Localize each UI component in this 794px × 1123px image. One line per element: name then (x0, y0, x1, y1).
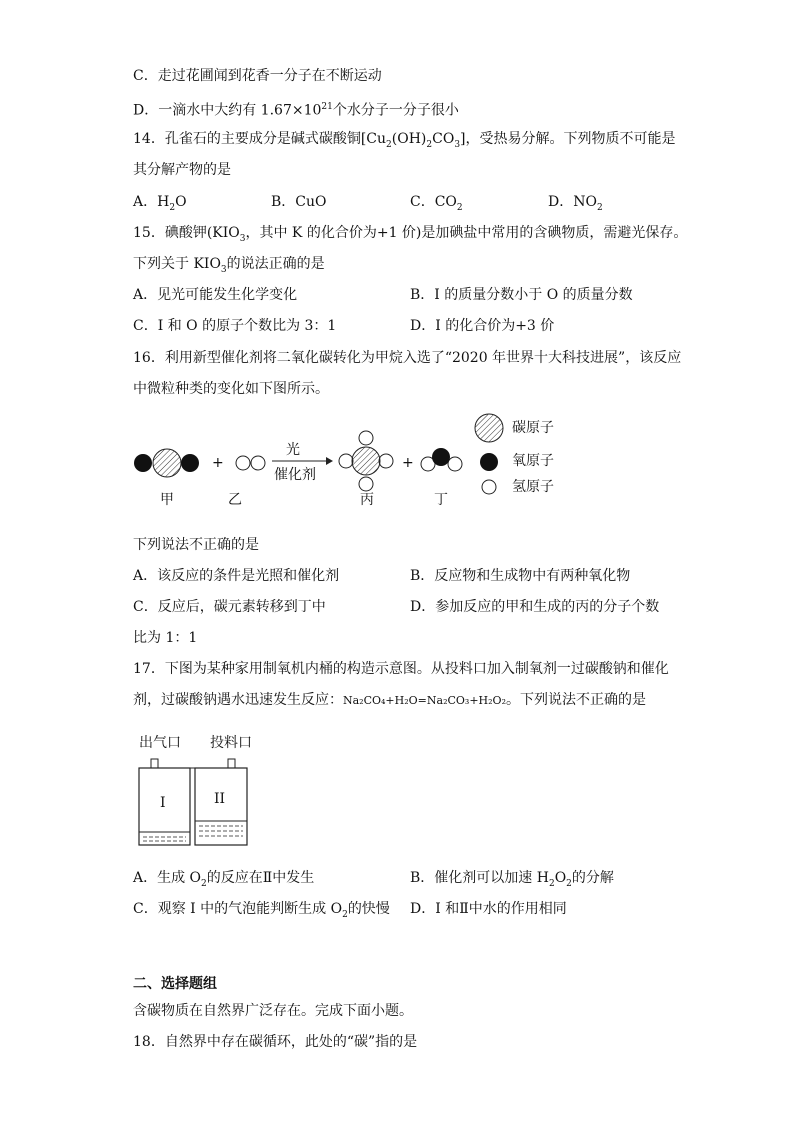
label-jia: 甲 (160, 492, 174, 508)
hydrogen-atom (359, 477, 373, 491)
q15-option-c: C．I 和 O 的原子个数比为 3：1 (133, 318, 337, 334)
q17-option-c: C．观察 I 中的气泡能判断生成 $O_2$的快慢 (133, 901, 390, 920)
section-intro: 含碳物质在自然界广泛存在。完成下面小题。 (133, 1003, 413, 1019)
label-bing: 丙 (360, 492, 374, 508)
q17-stem-line2: 剂，过碳酸钠遇水迅速发生反应：Na₂CO₄+H₂O=Na₂CO₃+H₂O₂。下列说法不正确的是 (133, 692, 646, 708)
plus-sign: + (402, 455, 414, 471)
q15-option-a: A．见光可能发生化学变化 (133, 287, 298, 303)
molecule-ding-h2o (421, 448, 462, 471)
hydrogen-atom (339, 454, 353, 468)
legend-oxygen-label: 氧原子 (512, 453, 554, 469)
q15-option-d: D．I 的化合价为+3 价 (410, 318, 555, 334)
arrow-condition-catalyst: 催化剂 (274, 467, 316, 483)
q13-option-d: D．一滴水中大约有 $1.67\times 10^{21}$个水分子一分子很小 (133, 102, 459, 119)
outlet-nozzle (151, 759, 158, 768)
label-chamber-1: I (160, 795, 166, 811)
q15-option-b: B．I 的质量分数小于 O 的质量分数 (410, 287, 633, 303)
reaction-arrow-head (326, 457, 333, 465)
q18-stem: 18．自然界中存在碳循环，此处的“碳”指的是 (133, 1034, 418, 1050)
legend-hydrogen-icon (482, 480, 496, 494)
section-heading: 二、选择题组 (133, 976, 217, 992)
plus-sign: + (212, 455, 224, 471)
q14-option-a: A．$H_2O$ (133, 194, 187, 213)
q17-option-a: A．生成 $O_2$的反应在Ⅱ中发生 (133, 870, 315, 889)
carbon-atom (153, 449, 181, 477)
arrow-condition-light: 光 (286, 442, 300, 458)
q15-stem-line2: 下列关于 $KIO_3$的说法正确的是 (133, 256, 325, 275)
molecule-yi-h2 (236, 456, 265, 470)
hydrogen-atom (379, 454, 393, 468)
q17-oxygen-generator-diagram (0, 750, 794, 870)
hydrogen-atom (251, 456, 265, 470)
q15-stem-line1: 15．碘酸钾($KIO_3$，其中 K 的化合价为+1 价)是加碘盐中常用的含碘物质，需避光保存。 (133, 225, 688, 244)
q16-question: 下列说法不正确的是 (133, 537, 259, 553)
q16-option-d-continued: 比为 1：1 (133, 630, 198, 646)
q17-equation: Na₂CO₄+H₂O=Na₂CO₃+H₂O₂ (343, 694, 506, 707)
label-chamber-2: II (214, 791, 226, 807)
q13-option-c: C．走过花圃闻到花香一分子在不断运动 (133, 68, 382, 84)
q17-option-d: D．I 和Ⅱ中水的作用相同 (410, 901, 567, 917)
legend-oxygen-icon (480, 453, 498, 471)
oxygen-atom (181, 454, 199, 472)
label-gas-outlet: 出气口 (139, 735, 181, 751)
q16-option-b: B．反应物和生成物中有两种氧化物 (410, 568, 631, 584)
q17-stem-line1: 17．下图为某种家用制氧机内桶的构造示意图。从投料口加入制氧剂一过碳酸钠和催化 (133, 661, 669, 677)
carbon-atom (352, 447, 380, 475)
label-feed-inlet: 投料口 (210, 735, 252, 751)
q16-option-c: C．反应后，碳元素转移到丁中 (133, 599, 326, 615)
oxygen-atom (134, 454, 152, 472)
q16-option-a: A．该反应的条件是光照和催化剂 (133, 568, 340, 584)
label-yi: 乙 (228, 492, 242, 508)
molecule-bing-ch4 (339, 431, 393, 491)
hydrogen-atom (359, 431, 373, 445)
q14-stem-line2: 其分解产物的是 (133, 162, 231, 178)
legend-hydrogen-label: 氢原子 (512, 479, 554, 495)
q14-stem-line1: 14．孔雀石的主要成分是碱式碳酸铜$[Cu_2(OH)_2CO_3]$，受热易分解。下列物质不可能是 (133, 131, 676, 150)
q14-option-b: B．CuO (271, 194, 327, 210)
hydrogen-atom (448, 457, 462, 471)
q16-reaction-diagram (0, 410, 794, 510)
q16-stem-line1: 16．利用新型催化剂将二氧化碳转化为甲烷入选了“2020 年世界十大科技进展”，该反应 (133, 350, 682, 366)
molecule-jia-co2 (134, 449, 199, 477)
inlet-nozzle (228, 759, 235, 768)
q17-option-b: B．催化剂可以加速 $H_2O_2$的分解 (410, 870, 614, 889)
legend-carbon-label: 碳原子 (512, 420, 554, 436)
q16-stem-line2: 中微粒种类的变化如下图所示。 (133, 381, 329, 397)
oxygen-atom (432, 448, 450, 466)
q14-option-c: C．$CO_2$ (410, 194, 463, 213)
q16-option-d: D．参加反应的甲和生成的丙的分子个数 (410, 599, 660, 615)
q14-option-d: D．$NO_2$ (548, 194, 603, 213)
legend-carbon-icon (475, 414, 503, 442)
hydrogen-atom (236, 456, 250, 470)
label-ding: 丁 (434, 492, 448, 508)
